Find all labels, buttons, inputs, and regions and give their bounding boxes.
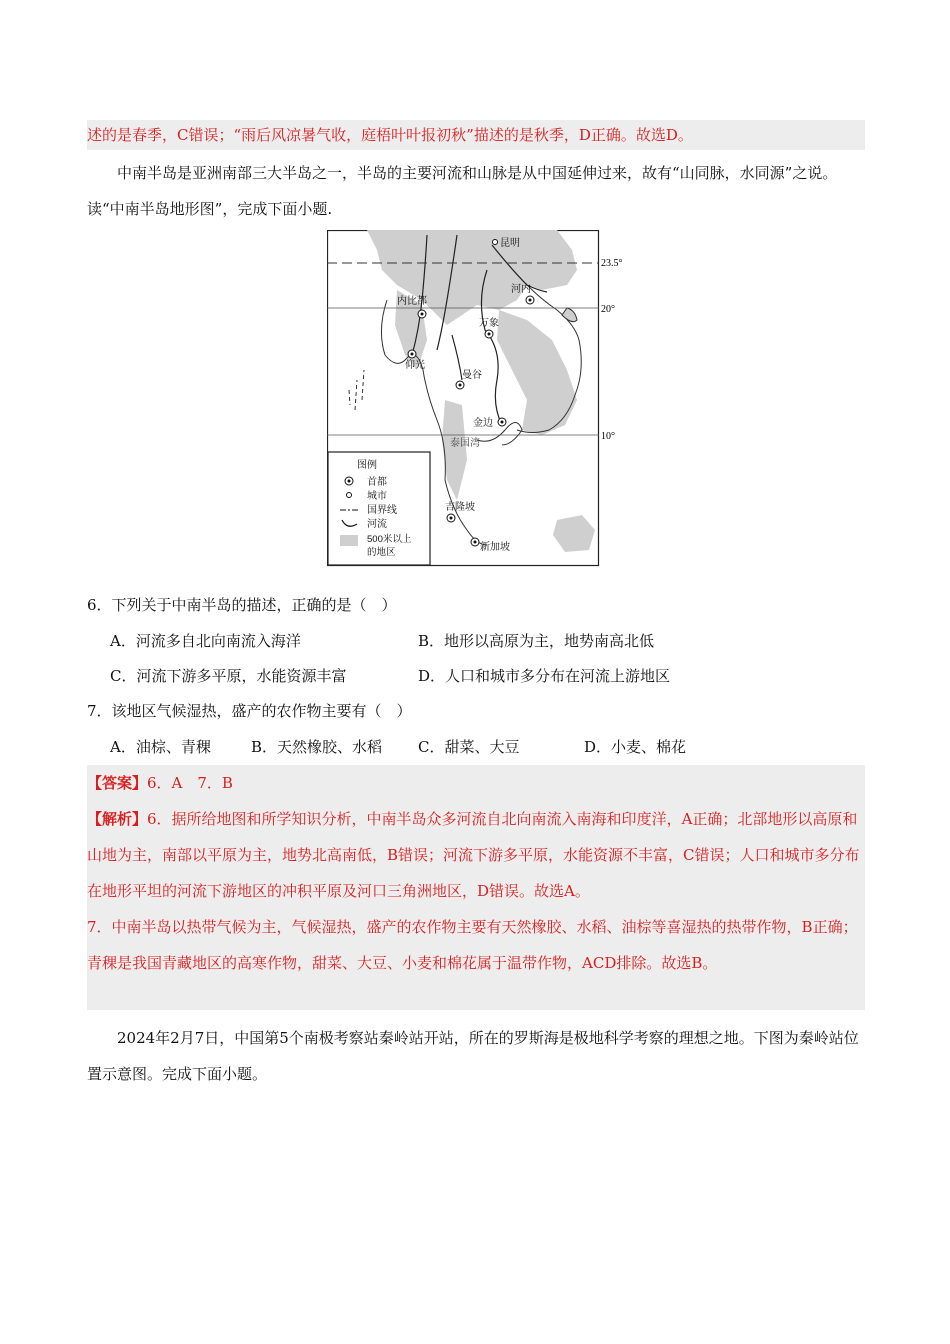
q6-stem: 6．下列关于中南半岛的描述，正确的是（ ）: [87, 596, 397, 614]
previous-answer-tail: 述的是春季，C错误；“雨后风凉暑气收，庭梧叶叶报初秋”描述的是秋季，D正确。故选D。: [87, 120, 865, 150]
answer-analysis-block: [87, 765, 865, 1010]
city-hanoi-label: 河内: [511, 284, 531, 295]
legend-capital: 首都: [367, 477, 387, 488]
analysis-q7: 7．中南半岛以热带气候为主，气候湿热，盛产的农作物主要有天然橡胶、水稻、油棕等喜湿热的热带作物，B正确；青稞是我国青藏地区的高寒作物，甜菜、大豆、小麦和棉花属于温带作物，ACD排除。故选B。: [87, 918, 858, 972]
answer-line: [87, 765, 865, 801]
city-phnompenh-label: 金边: [473, 418, 493, 429]
analysis-q6: 【解析】6．据所给地图和所学知识分析，中南半岛众多河流自北向南流入南海和印度洋，A正确；北部地形以高原和山地为主，南部以平原为主，地势北高南低，B错误；河流下游多平原，水能资源不丰富，C错误；人口和城市多分布在地形平坦的河流下游地区的冲积平原及河口三角洲地区，D错误。故选A。: [87, 810, 860, 900]
city-naypyidaw-label: 内比都: [397, 296, 427, 307]
indochina-map: [327, 230, 627, 567]
analysis-label: 【解析】: [87, 810, 148, 828]
city-kunming-marker: [493, 240, 498, 245]
answer-label: 【答案】: [87, 774, 148, 792]
legend-highland: 500米以上: [367, 534, 412, 545]
answer-text: 6．A 7．B: [147, 774, 233, 792]
q6-option-b: B．地形以高原为主，地势南高北低: [418, 632, 655, 650]
city-kualalumpur-label: 吉隆坡: [445, 502, 475, 513]
q6-option-a: A．河流多自北向南流入海洋: [110, 632, 301, 650]
legend-title: 图例: [357, 460, 377, 471]
q6-option-d: D．人口和城市多分布在河流上游地区: [418, 667, 671, 685]
q7-option-c: C．甜菜、大豆: [418, 738, 520, 756]
intro-paragraph: 中南半岛是亚洲南部三大半岛之一，半岛的主要河流和山脉是从中国延伸过来，故有“山同脉，水同源”之说。读“中南半岛地形图”，完成下面小题.: [87, 164, 838, 218]
gulf-of-thailand-label: 泰国湾: [450, 438, 480, 449]
legend-highland-2: 的地区: [367, 547, 396, 558]
q7-stem: 7．该地区气候湿热，盛产的农作物主要有（ ）: [87, 702, 412, 720]
q7-option-b: B．天然橡胶、水稻: [251, 738, 383, 756]
q6-option-c: C．河流下游多平原，水能资源丰富: [110, 667, 347, 685]
legend-river: 河流: [367, 519, 387, 530]
city-yangon-label: 仰光: [405, 360, 425, 371]
city-bangkok-label: 曼谷: [462, 370, 482, 381]
q7-option-a: A．油棕、青稞: [110, 738, 211, 756]
next-intro-paragraph: 2024年2月7日，中国第5个南极考察站秦岭站开站，所在的罗斯海是极地科学考察的理想之地。下图为秦岭站位置示意图。完成下面小题。: [87, 1029, 859, 1083]
lat-label-20: 20°: [601, 304, 615, 315]
city-kunming-label: 昆明: [500, 238, 520, 249]
city-singapore-label: 新加坡: [480, 542, 510, 553]
legend-border: 国界线: [367, 505, 397, 516]
city-vientiane-label: 万象: [479, 318, 499, 329]
lat-label-23: 23.5°: [601, 258, 623, 269]
legend-city: 城市: [367, 491, 387, 502]
q7-option-d: D．小麦、棉花: [584, 738, 687, 756]
lat-label-10: 10°: [601, 431, 615, 442]
map-legend: [328, 452, 430, 565]
